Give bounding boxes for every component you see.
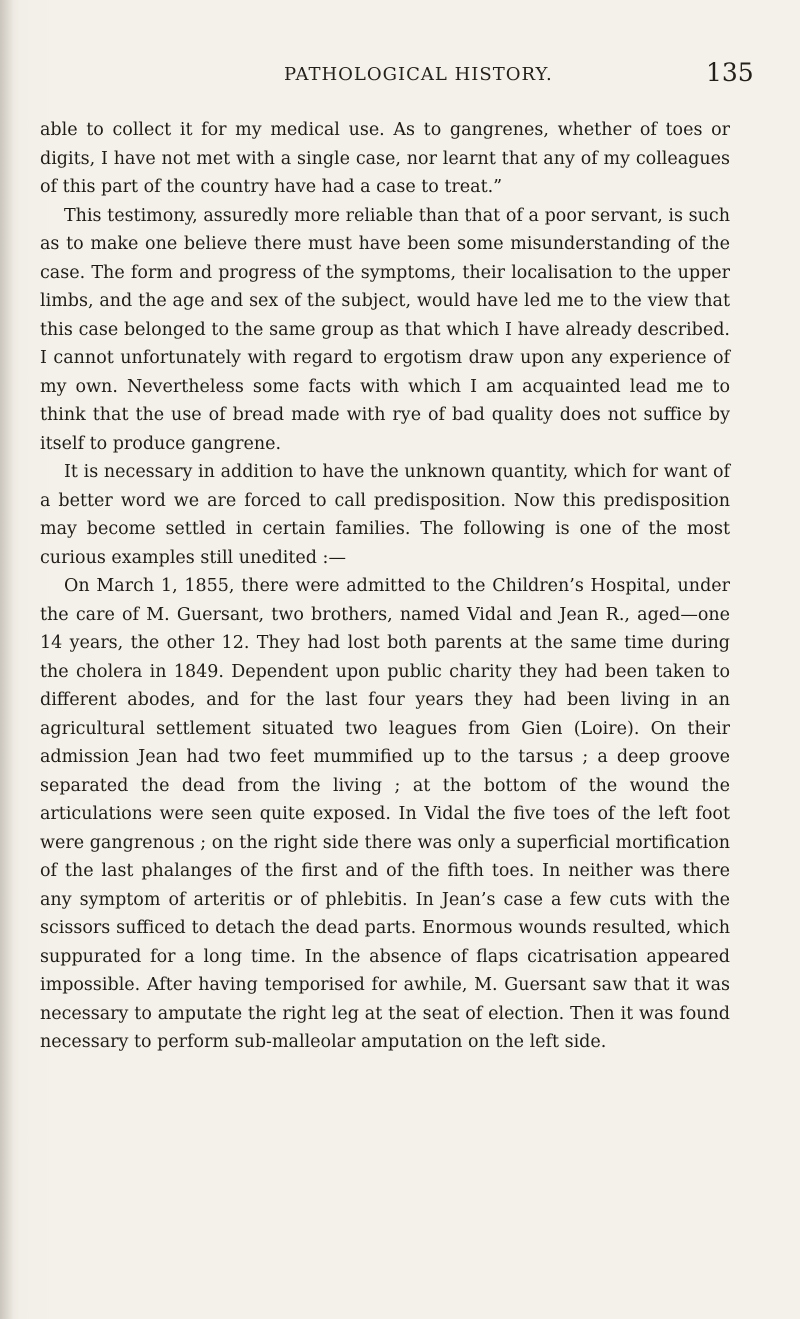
page-header bbox=[0, 58, 800, 108]
body-text bbox=[40, 116, 730, 1057]
page-gutter-shadow bbox=[0, 0, 14, 1319]
paragraph-4: On March 1, 1855, there were admitted to the Children’s Hospital, under the care of M. Guersant, two brothers, named Vidal and Jean R., aged—one 14 years, the other 12. They had lost both parents at the same time during the cholera in 1849. Dependent upon public charity they had been taken to different abodes, and for the last four years they had been living in an agricultural settlement situated two leagues from Gien (Loire). On their admission Jean had two feet mummified up to the tarsus ; a deep groove separated the dead from the living ; at the bottom of the wound the articulations were seen quite exposed. In Vidal the five toes of the left foot were gangrenous ; on the right side there was only a superficial mortification of the last phalanges of the first and of the fifth toes. In neither was there any symptom of arteritis or of phlebitis. In Jean’s case a few cuts with the scissors sufficed to detach the dead parts. Enormous wounds resulted, which suppurated for a long time. In the absence of flaps cicatrisation appeared impossible. After having temporised for awhile, M. Guersant saw that it was necessary to amputate the right leg at the seat of election. Then it was found necessary to perform sub-malleolar amputation on the left side. bbox=[40, 576, 730, 1052]
paragraph-2: This testimony, assuredly more reliable than that of a poor servant, is such as to make one believe there must have been some misunderstanding of the case. The form and progress of the symptoms, their localisation to the upper limbs, and the age and sex of the subject, would have led me to the view that this case belonged to the same group as that which I have already described. I cannot unfortunately with regard to ergotism draw upon any experience of my own. Nevertheless some facts with which I am acquainted lead me to think that the use of bread made with rye of bad quality does not suffice by itself to produce gangrene. bbox=[40, 205, 730, 454]
running-head: PATHOLOGICAL HISTORY. bbox=[284, 64, 553, 85]
paragraph-3: It is necessary in addition to have the unknown quantity, which for want of a better word we are forced to call predisposition. Now this predisposition may become settled in certain families. The following is one of the most curious examples still unedited :— bbox=[40, 462, 730, 568]
page-number: 135 bbox=[706, 58, 754, 87]
paragraph-1: able to collect it for my medical use. As to gangrenes, whether of toes or digits, I have not met with a single case, nor learnt that any of my colleagues of this part of the country have had a case to treat.” bbox=[40, 120, 730, 197]
